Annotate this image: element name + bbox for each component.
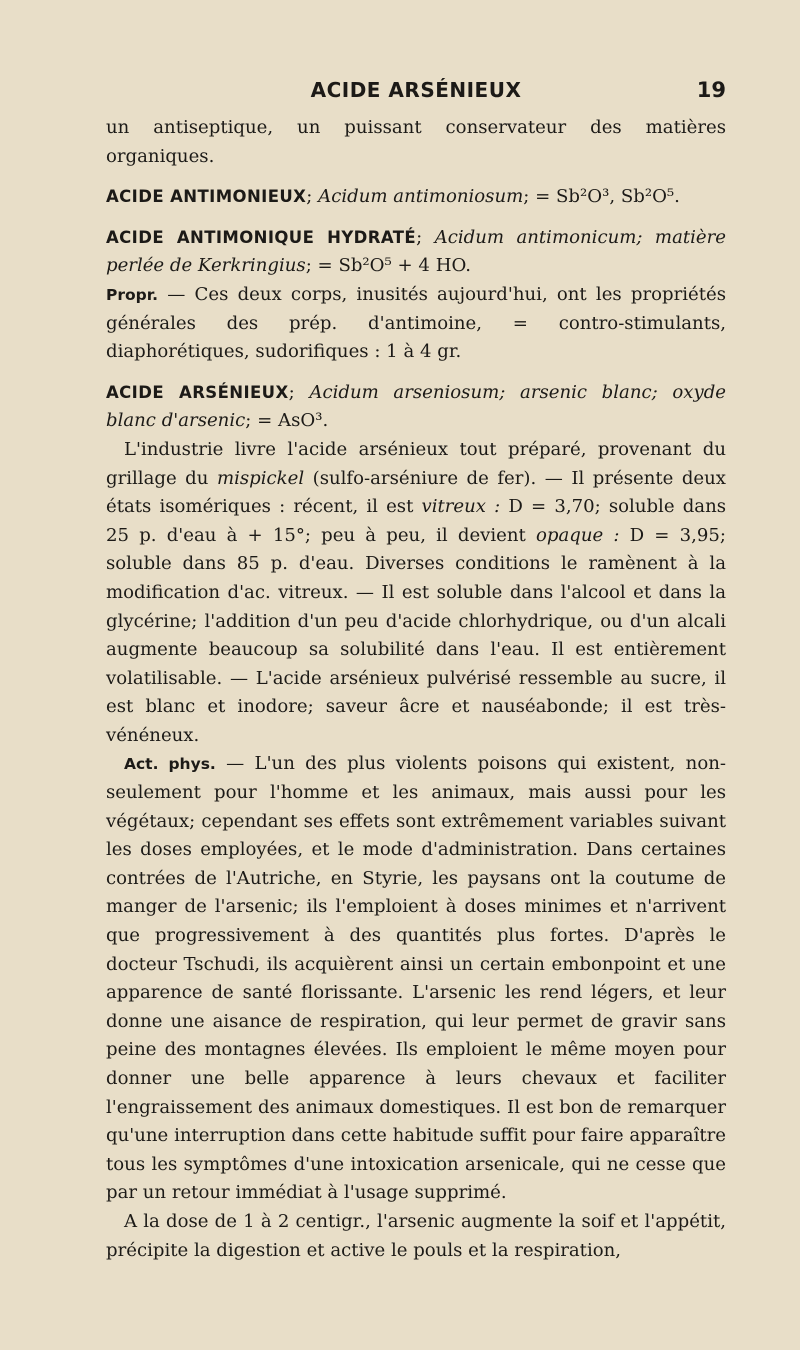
entry-latin-name: Acidum antimoniosum <box>318 186 524 208</box>
industry-text-c: D = 3,70; soluble dans 25 p. d'eau à + 15°; peu à peu, il devient <box>106 496 727 546</box>
term-vitreux: vitreux : <box>421 496 501 518</box>
industry-paragraph <box>106 436 726 751</box>
properties-text: — Ces deux corps, inusités aujourd'hui, ont les propriétés générales des prép. d'antimoine, = contro-stimulants, diaphorétiques, sudorifiques : 1 à 4 gr. <box>106 283 726 363</box>
entry-heading: ACIDE ARSÉNIEUX <box>106 382 289 402</box>
industry-text-a: L'industrie livre l'acide arsénieux tout préparé, provenant du grillage du <box>106 438 726 489</box>
entry-separator: ; <box>306 186 319 208</box>
continuation-text: un antiseptique, un puissant conservateur des matières organiques. <box>106 117 726 167</box>
industry-text-d: D = 3,95; soluble dans 85 p. d'eau. Diverses conditions le ramènent à la modification d'ac. vitreux. — Il est soluble dans l'alcool et dans la glycérine; l'addition d'un peu d'acide chlorhydrique, ou d'un alcali augmente beaucoup sa solubilité dans l'eau. Il est entièrement volatilisable. — L'acide arsénieux pulvérisé ressemble au sucre, il est blanc et inodore; saveur âcre et nauséabonde; il est très-vénéneux. <box>106 524 727 746</box>
properties-label: Propr. <box>106 285 159 304</box>
body-text <box>106 114 726 1265</box>
entry-acide-antimonique-hydrate <box>106 224 726 281</box>
entry-latin-name: Acidum antimonicum; matière perlée de Kerkringius <box>106 226 726 277</box>
dose-text: A la dose de 1 à 2 centigr., l'arsenic augmente la soif et l'appétit, précipite la digestion et active le pouls et la respiration, <box>106 1210 726 1261</box>
entry-formula: ; = Sb²O⁵ + 4 HO. <box>305 255 471 277</box>
properties-paragraph <box>106 281 726 367</box>
entry-separator: ; <box>416 226 435 248</box>
running-head <box>106 78 726 108</box>
entry-formula: ; = Sb²O³, Sb²O⁵. <box>523 186 680 208</box>
entry-acide-antimonieux <box>106 183 726 212</box>
action-text: — L'un des plus violents poisons qui existent, non-seulement pour l'homme et les animaux, mais aussi pour les végétaux; cependant ses effets sont extrêmement variables suivant les doses employées, et le mode d'administration. Dans certaines contrées de l'Autriche, en Styrie, les paysans ont la coutume de manger de l'arsenic; ils l'emploient à doses minimes et n'arrivent que progressivement à des quantités plus fortes. D'après le docteur Tschudi, ils acquièrent ainsi un certain embonpoint et une apparence de santé florissante. L'arsenic les rend légers, et leur donne une aisance de respiration, qui leur permet de gravir sans peine des montagnes élevées. Ils emploient le même moyen pour donner une belle apparence à leurs chevaux et faciliter l'engraissement des animaux domestiques. Il est bon de remarquer qu'une interruption dans cette habitude suffit pour faire apparaître tous les symptômes d'une intoxication arsenicale, qui ne cesse que par un retour immédiat à l'usage supprimé. <box>106 753 726 1204</box>
entry-heading: ACIDE ANTIMONIQUE HYDRATÉ <box>106 227 417 247</box>
page-number: 19 <box>696 78 726 102</box>
term-opaque: opaque : <box>535 524 620 546</box>
action-paragraph <box>106 750 726 1208</box>
term-mispickel: mispickel <box>216 467 305 489</box>
entry-heading: ACIDE ANTIMONIEUX <box>106 187 307 207</box>
entry-separator: ; <box>288 381 310 403</box>
industry-text-b: (sulfo-arséniure de fer). — Il présente deux états isomériques : récent, il est <box>106 467 726 518</box>
entry-latin-name: Acidum arseniosum; arsenic blanc; oxyde blanc d'arsenic <box>106 381 726 432</box>
continuation-paragraph <box>106 114 726 171</box>
action-label: Act. phys. <box>124 755 216 774</box>
entry-formula: ; = AsO³. <box>245 410 329 432</box>
running-title: ACIDE ARSÉNIEUX <box>310 78 522 102</box>
entry-acide-arsenieux <box>106 379 726 436</box>
dose-paragraph <box>106 1208 726 1265</box>
